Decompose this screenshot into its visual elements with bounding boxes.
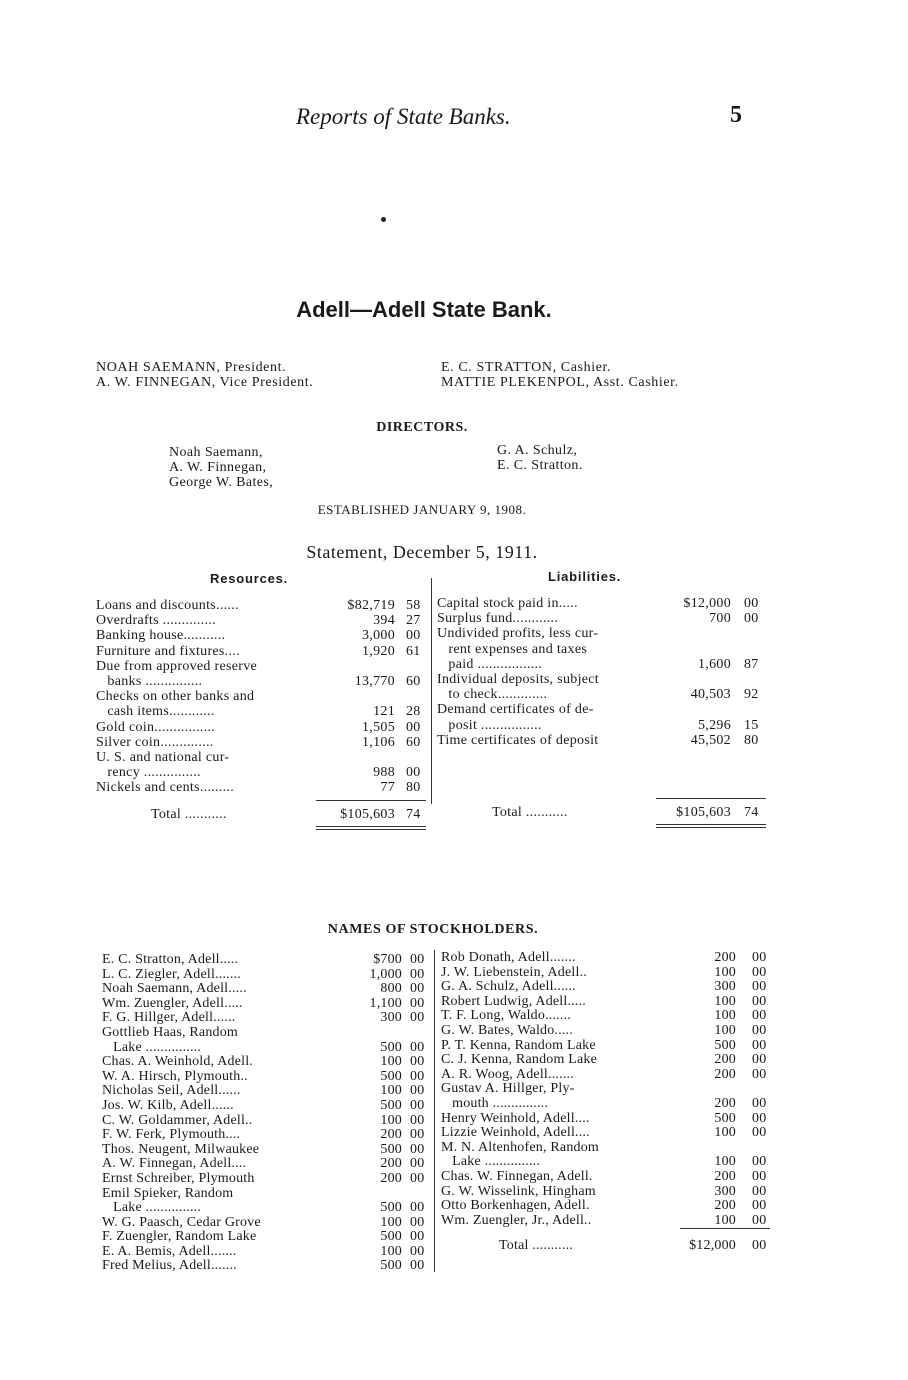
print-speck <box>381 217 386 222</box>
officer-president: NOAH SAEMANN, President. <box>96 360 287 375</box>
row-dollars: 1,600 <box>698 656 731 672</box>
total-label: Total ........... <box>499 1238 573 1253</box>
row-dollars: 100 <box>714 964 736 980</box>
total-rule <box>656 798 766 799</box>
row-label: rent expenses and taxes <box>437 641 588 657</box>
row-cents: 00 <box>752 950 767 965</box>
total-cents: 74 <box>406 807 421 822</box>
ledger-row <box>96 644 432 659</box>
row-label: Lizzie Weinhold, Adell.... <box>441 1125 590 1141</box>
row-label: Gustav A. Hillger, Ply- <box>441 1081 575 1097</box>
row-cents: 87 <box>744 656 759 672</box>
row-dollars: 13,770 <box>354 673 395 689</box>
row-label: A. R. Woog, Adell....... <box>441 1066 574 1082</box>
row-cents: 00 <box>410 981 425 997</box>
row-dollars: 100 <box>380 1054 402 1070</box>
row-dollars: 1,920 <box>362 643 395 659</box>
ledger-row <box>437 657 767 672</box>
row-dollars: 5,296 <box>698 717 731 733</box>
ledger-row <box>96 704 432 719</box>
row-label: Individual deposits, subject <box>437 671 599 687</box>
row-label: L. C. Ziegler, Adell....... <box>102 966 241 982</box>
row-dollars: 1,000 <box>369 966 402 982</box>
resources-heading: Resources. <box>210 571 289 586</box>
row-dollars: 500 <box>380 1229 402 1245</box>
directors-heading: DIRECTORS. <box>376 420 468 435</box>
row-label: Ernst Schreiber, Plymouth <box>102 1170 255 1186</box>
row-dollars: 100 <box>380 1214 402 1230</box>
row-cents: 00 <box>752 1022 767 1038</box>
row-label: rency ............... <box>96 765 201 781</box>
row-dollars: 100 <box>380 1083 402 1099</box>
ledger-row <box>437 702 767 717</box>
row-cents: 15 <box>744 717 759 733</box>
ledger-row <box>437 596 767 611</box>
ledger-row <box>441 1185 771 1200</box>
row-cents: 00 <box>410 1068 425 1084</box>
row-cents: 00 <box>744 611 759 627</box>
row-cents: 00 <box>752 1008 767 1024</box>
statement-title: Statement, December 5, 1911. <box>306 542 538 562</box>
stockholders-heading: NAMES OF STOCKHOLDERS. <box>327 922 539 937</box>
ledger-row <box>102 1245 432 1260</box>
row-label: Wm. Zuengler, Adell..... <box>102 995 243 1011</box>
row-cents: 00 <box>410 1243 425 1259</box>
ledger-row <box>437 672 767 687</box>
row-dollars: 100 <box>714 1022 736 1038</box>
ledger-row <box>441 951 771 966</box>
total-dollars: $105,603 <box>340 807 395 822</box>
row-cents: 60 <box>406 734 421 750</box>
double-rule <box>316 826 426 830</box>
total-label: Total ........... <box>492 805 568 820</box>
row-cents: 00 <box>410 1229 425 1245</box>
row-label: G. W. Wisselink, Hingham <box>441 1183 596 1199</box>
row-dollars: 700 <box>709 611 731 627</box>
column-divider <box>434 950 435 1272</box>
row-label: F. W. Ferk, Plymouth.... <box>102 1127 241 1143</box>
row-dollars: 100 <box>714 1154 736 1170</box>
ledger-row <box>102 1230 432 1245</box>
row-dollars: 500 <box>380 1200 402 1216</box>
row-cents: 00 <box>410 1039 425 1055</box>
ledger-row <box>96 689 432 704</box>
row-dollars: 3,000 <box>362 628 395 644</box>
ledger-row <box>96 720 432 735</box>
ledger-row <box>96 659 432 674</box>
stockholders-left <box>102 953 432 1274</box>
liabilities-table <box>437 596 767 748</box>
resources-table <box>96 598 432 795</box>
row-dollars: 500 <box>380 1258 402 1274</box>
row-label: T. F. Long, Waldo....... <box>441 1008 571 1024</box>
row-label: Rob Donath, Adell....... <box>441 950 576 965</box>
ledger-row <box>441 1199 771 1214</box>
row-cents: 00 <box>752 1052 767 1068</box>
ledger-row <box>437 642 767 657</box>
page-number: 5 <box>730 102 742 128</box>
directors-left <box>169 445 273 490</box>
director-name: A. W. Finnegan, <box>169 460 267 475</box>
row-cents: 00 <box>744 596 759 611</box>
row-dollars: 40,503 <box>690 687 731 703</box>
row-cents: 00 <box>752 1066 767 1082</box>
row-cents: 00 <box>752 1183 767 1199</box>
row-dollars: 500 <box>380 1039 402 1055</box>
row-cents: 00 <box>410 1141 425 1157</box>
row-cents: 00 <box>406 765 421 781</box>
row-cents: 00 <box>406 719 421 735</box>
officers-left <box>96 360 313 390</box>
ledger-row <box>441 1053 771 1068</box>
total-rule <box>316 800 426 801</box>
ledger-row <box>441 1068 771 1083</box>
director-name: G. A. Schulz, <box>497 443 578 458</box>
row-cents: 00 <box>752 1168 767 1184</box>
ledger-row <box>102 1187 432 1202</box>
ledger-row <box>102 1216 432 1231</box>
row-dollars: 394 <box>373 613 395 629</box>
total-rule <box>680 1228 770 1229</box>
officer-cashier: E. C. STRATTON, Cashier. <box>441 360 612 375</box>
row-label: Nickels and cents......... <box>96 780 235 796</box>
row-cents: 00 <box>752 1095 767 1111</box>
row-dollars: 500 <box>380 1141 402 1157</box>
row-dollars: 100 <box>714 1125 736 1141</box>
ledger-row <box>441 1126 771 1141</box>
row-label: Undivided profits, less cur- <box>437 626 599 642</box>
total-cents: 00 <box>752 1238 767 1253</box>
row-cents: 00 <box>752 1037 767 1053</box>
row-cents: 00 <box>410 1200 425 1216</box>
ledger-row <box>437 626 767 641</box>
row-cents: 00 <box>406 628 421 644</box>
row-label: Furniture and fixtures.... <box>96 643 240 659</box>
total-dollars: $105,603 <box>676 805 731 820</box>
resources-total-row <box>96 807 432 822</box>
ledger-row <box>102 1084 432 1099</box>
row-dollars: $12,000 <box>683 596 731 611</box>
row-dollars: 500 <box>714 1110 736 1126</box>
row-label: Chas. W. Finnegan, Adell. <box>441 1168 593 1184</box>
row-label: W. A. Hirsch, Plymouth.. <box>102 1068 248 1084</box>
row-dollars: 500 <box>380 1068 402 1084</box>
row-dollars: 500 <box>380 1097 402 1113</box>
row-label: Chas. A. Weinhold, Adell. <box>102 1054 254 1070</box>
total-cents: 74 <box>744 805 759 820</box>
ledger-row <box>102 1128 432 1143</box>
row-cents: 00 <box>752 964 767 980</box>
ledger-row <box>437 718 767 733</box>
row-cents: 28 <box>406 704 421 720</box>
row-cents: 61 <box>406 643 421 659</box>
ledger-row <box>102 1172 432 1187</box>
ledger-row <box>441 1214 771 1229</box>
ledger-row <box>102 1099 432 1114</box>
row-label: Noah Saemann, Adell..... <box>102 981 247 997</box>
row-cents: 00 <box>752 1125 767 1141</box>
ledger-row <box>102 1201 432 1216</box>
row-dollars: 1,106 <box>362 734 395 750</box>
row-cents: 00 <box>752 1212 767 1228</box>
row-dollars: 300 <box>714 979 736 995</box>
ledger-row <box>441 966 771 981</box>
directors-right <box>497 443 583 473</box>
ledger-row <box>96 598 432 613</box>
officer-asst-cashier: MATTIE PLEKENPOL, Asst. Cashier. <box>441 375 679 390</box>
row-label: Banking house........... <box>96 628 226 644</box>
row-cents: 60 <box>406 673 421 689</box>
stockholders-right <box>441 951 771 1228</box>
row-cents: 58 <box>406 598 421 613</box>
ledger-row <box>102 1157 432 1172</box>
row-label: Due from approved reserve <box>96 658 258 674</box>
row-label: F. Zuengler, Random Lake <box>102 1229 257 1245</box>
row-cents: 00 <box>410 1097 425 1113</box>
row-label: mouth ............... <box>441 1095 549 1111</box>
ledger-row <box>437 611 767 626</box>
row-label: G. A. Schulz, Adell...... <box>441 979 576 995</box>
liabilities-heading: Liabilities. <box>548 569 622 584</box>
ledger-row <box>437 687 767 702</box>
row-cents: 00 <box>752 1154 767 1170</box>
row-cents: 00 <box>752 1198 767 1214</box>
row-label: Capital stock paid in..... <box>437 596 578 611</box>
row-cents: 00 <box>410 1170 425 1186</box>
row-label: Time certificates of deposit <box>437 732 599 748</box>
row-dollars: 500 <box>714 1037 736 1053</box>
row-label: Demand certificates of de- <box>437 702 594 718</box>
row-label: banks ............... <box>96 673 203 689</box>
ledger-row <box>441 1097 771 1112</box>
row-label: E. C. Stratton, Adell..... <box>102 952 239 967</box>
ledger-row <box>441 1039 771 1054</box>
row-label: Lake ............... <box>102 1039 202 1055</box>
officers-right <box>441 360 679 390</box>
ledger-row <box>102 1143 432 1158</box>
row-cents: 00 <box>752 979 767 995</box>
row-label: C. W. Goldammer, Adell.. <box>102 1112 253 1128</box>
liabilities-total-row <box>437 805 767 820</box>
row-cents: 00 <box>410 966 425 982</box>
bank-title: Adell—Adell State Bank. <box>296 297 552 322</box>
director-name: E. C. Stratton. <box>497 458 583 473</box>
row-label: Checks on other banks and <box>96 689 255 705</box>
row-cents: 92 <box>744 687 759 703</box>
ledger-row <box>441 1082 771 1097</box>
ledger-row <box>102 953 432 968</box>
row-label: Henry Weinhold, Adell.... <box>441 1110 590 1126</box>
ledger-row <box>441 1141 771 1156</box>
ledger-row <box>102 1259 432 1274</box>
row-label: cash items............ <box>96 704 215 720</box>
row-cents: 00 <box>410 1214 425 1230</box>
row-cents: 00 <box>410 1258 425 1274</box>
ledger-row <box>441 980 771 995</box>
row-dollars: 200 <box>714 1198 736 1214</box>
row-dollars: 100 <box>714 1212 736 1228</box>
row-dollars: 121 <box>373 704 395 720</box>
ledger-row <box>441 1155 771 1170</box>
row-dollars: 200 <box>380 1156 402 1172</box>
row-label: P. T. Kenna, Random Lake <box>441 1037 596 1053</box>
running-head: Reports of State Banks. <box>296 104 511 129</box>
ledger-row <box>96 765 432 780</box>
row-dollars: 200 <box>714 950 736 965</box>
officer-vice-president: A. W. FINNEGAN, Vice President. <box>96 375 314 390</box>
row-dollars: 200 <box>714 1052 736 1068</box>
row-dollars: $700 <box>373 952 402 967</box>
ledger-row <box>102 982 432 997</box>
row-cents: 00 <box>410 1010 425 1026</box>
row-cents: 00 <box>410 1054 425 1070</box>
stockholders-total-row <box>441 1239 771 1254</box>
ledger-row <box>96 735 432 750</box>
row-label: U. S. and national cur- <box>96 749 230 765</box>
ledger-row <box>441 1024 771 1039</box>
row-cents: 00 <box>410 1127 425 1143</box>
row-dollars: 200 <box>380 1170 402 1186</box>
ledger-row <box>441 1009 771 1024</box>
ledger-row <box>441 1112 771 1127</box>
ledger-row <box>96 750 432 765</box>
row-label: to check............. <box>437 687 548 703</box>
row-dollars: 1,505 <box>362 719 395 735</box>
row-cents: 27 <box>406 613 421 629</box>
ledger-row <box>102 1114 432 1129</box>
row-dollars: 200 <box>714 1066 736 1082</box>
row-label: Jos. W. Kilb, Adell...... <box>102 1097 234 1113</box>
ledger-row <box>96 674 432 689</box>
row-cents: 00 <box>410 1156 425 1172</box>
row-dollars: 100 <box>380 1243 402 1259</box>
ledger-row <box>441 1170 771 1185</box>
row-label: F. G. Hillger, Adell...... <box>102 1010 236 1026</box>
row-cents: 00 <box>410 952 425 967</box>
row-label: Loans and discounts...... <box>96 598 239 613</box>
established-line: ESTABLISHED JANUARY 9, 1908. <box>317 502 527 517</box>
row-cents: 00 <box>410 995 425 1011</box>
row-dollars: 45,502 <box>690 732 731 748</box>
ledger-row <box>102 1011 432 1026</box>
row-label: Wm. Zuengler, Jr., Adell.. <box>441 1212 592 1228</box>
row-label: C. J. Kenna, Random Lake <box>441 1052 598 1068</box>
row-label: Thos. Neugent, Milwaukee <box>102 1141 260 1157</box>
row-label: Otto Borkenhagen, Adell. <box>441 1198 590 1214</box>
row-dollars: 1,100 <box>369 995 402 1011</box>
row-label: Surplus fund............ <box>437 611 559 627</box>
row-label: Robert Ludwig, Adell..... <box>441 993 586 1009</box>
row-dollars: 300 <box>714 1183 736 1199</box>
row-cents: 00 <box>752 993 767 1009</box>
row-dollars: 300 <box>380 1010 402 1026</box>
row-label: M. N. Altenhofen, Random <box>441 1139 600 1155</box>
row-dollars: 100 <box>714 993 736 1009</box>
row-label: posit ................ <box>437 717 542 733</box>
row-label: A. W. Finnegan, Adell.... <box>102 1156 247 1172</box>
row-label: Fred Melius, Adell....... <box>102 1258 237 1274</box>
row-label: Emil Spieker, Random <box>102 1185 234 1201</box>
ledger-row <box>441 995 771 1010</box>
row-label: Silver coin.............. <box>96 734 214 750</box>
ledger-row <box>102 1041 432 1056</box>
row-dollars: 200 <box>380 1127 402 1143</box>
row-label: Lake ............... <box>441 1154 541 1170</box>
row-cents: 00 <box>410 1083 425 1099</box>
row-dollars: 100 <box>714 1008 736 1024</box>
row-label: W. G. Paasch, Cedar Grove <box>102 1214 261 1230</box>
ledger-row <box>102 1070 432 1085</box>
director-name: George W. Bates, <box>169 475 274 490</box>
row-label: Nicholas Seil, Adell...... <box>102 1083 241 1099</box>
ledger-row <box>102 1055 432 1070</box>
ledger-row <box>437 733 767 748</box>
row-cents: 80 <box>744 732 759 748</box>
row-label: Gold coin................ <box>96 719 216 735</box>
row-dollars: 200 <box>714 1168 736 1184</box>
row-dollars: 77 <box>380 780 395 796</box>
director-name: Noah Saemann, <box>169 445 263 460</box>
ledger-row <box>102 997 432 1012</box>
total-dollars: $12,000 <box>689 1238 736 1253</box>
row-dollars: $82,719 <box>347 598 395 613</box>
ledger-row <box>96 613 432 628</box>
row-label: E. A. Bemis, Adell....... <box>102 1243 237 1259</box>
row-cents: 00 <box>410 1112 425 1128</box>
row-label: J. W. Liebenstein, Adell.. <box>441 964 587 980</box>
row-cents: 80 <box>406 780 421 796</box>
ledger-row <box>102 1026 432 1041</box>
double-rule <box>656 824 766 828</box>
row-label: G. W. Bates, Waldo..... <box>441 1022 573 1038</box>
row-dollars: 988 <box>373 765 395 781</box>
row-label: Overdrafts .............. <box>96 613 216 629</box>
ledger-row <box>102 968 432 983</box>
row-dollars: 800 <box>380 981 402 997</box>
row-label: paid ................. <box>437 656 543 672</box>
row-dollars: 200 <box>714 1095 736 1111</box>
ledger-row <box>96 628 432 643</box>
row-label: Lake ............... <box>102 1200 202 1216</box>
row-label: Gottlieb Haas, Random <box>102 1024 239 1040</box>
row-cents: 00 <box>752 1110 767 1126</box>
total-label: Total ........... <box>151 807 227 822</box>
ledger-row <box>96 780 432 795</box>
row-dollars: 100 <box>380 1112 402 1128</box>
